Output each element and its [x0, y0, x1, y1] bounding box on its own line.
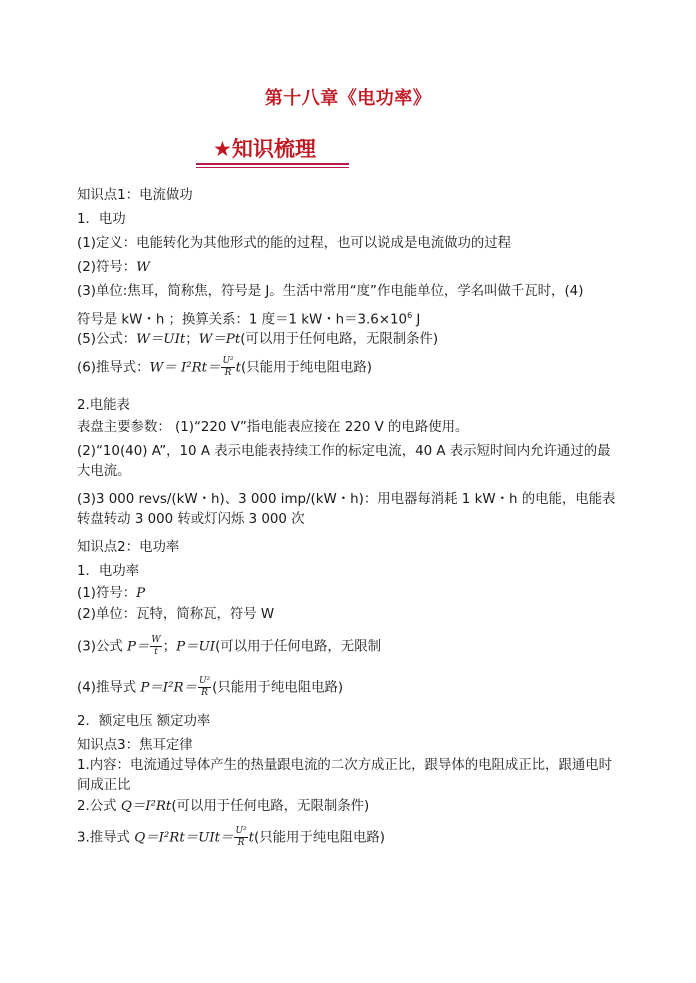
text: (可以用于任何电路，无限制条件) [171, 799, 370, 814]
section-heading: ★知识梳理 [213, 137, 316, 161]
fraction [198, 677, 211, 698]
conversion-line [77, 306, 420, 330]
formula: Q＝I²Rt＝UIt＝ [134, 830, 234, 846]
numerator: U² [235, 826, 247, 836]
meter-revs-line: (3)3 000 revs/(kW・h)、3 000 imp/(kW・h)：用电器每消耗 1 kW・h 的电能，电能表转盘转动 3 000 转或灯闪烁 3 000 次 [77, 492, 616, 527]
text: 3.推导式 [77, 830, 135, 846]
formula: W＝ I²Rt＝ [149, 360, 221, 376]
power-formula-line [77, 636, 381, 658]
formula: t [235, 360, 242, 376]
text: (4)推导式 [77, 680, 141, 696]
text: 2.公式 [77, 799, 121, 814]
unit-line: (3)单位:焦耳，简称焦，符号是 J。生活中常用“度”作电能单位，学名叫做千瓦时，(4) [77, 284, 584, 299]
text: (5)公式： [77, 332, 137, 347]
meter-current-line: (2)“10(40) A”，10 A 表示电能表持续工作的标定电流，40 A 表示短时间内允许通过的最大电流。 [77, 444, 611, 479]
text: 符号是 kW・h ；换算关系：1 度＝1 kW・h＝3.6×10 [77, 312, 408, 328]
joule-law-content: 1.内容：电流通过导体产生的热量跟电流的二次方成正比，跟导体的电阻成正比，跟通电时间成正比 [77, 758, 613, 793]
denominator: R [224, 368, 232, 378]
formula: P＝ [127, 639, 150, 655]
numerator: W [151, 635, 161, 645]
joule-formula-line [77, 797, 369, 817]
fraction [234, 827, 247, 848]
item-power: 1．电功率 [77, 564, 140, 579]
text: ； [162, 639, 177, 655]
numerator: U² [222, 356, 234, 366]
denominator: R [237, 838, 245, 848]
text: (可以用于任何电路，无限制 [215, 639, 381, 655]
text: ； [185, 332, 199, 347]
formula: Q＝I²Rt [120, 799, 172, 814]
denominator: t [154, 647, 158, 657]
fraction [221, 357, 234, 378]
meter-params-line: 表盘主要参数： (1)“220 V”指电能表应接在 220 V 的电路使用。 [77, 420, 469, 435]
text: (只能用于纯电阻电路) [254, 830, 386, 846]
text: (3)公式 [77, 639, 128, 655]
knowledge-point-3: 知识点3：焦耳定律 [77, 738, 193, 753]
power-symbol-line [77, 584, 145, 604]
knowledge-point-1: 知识点1：电流做功 [77, 188, 193, 203]
power-derived-line [77, 677, 343, 699]
denominator: R [201, 688, 208, 698]
formula-line [77, 330, 438, 350]
text: (可以用于任何电路，无限制条件) [240, 332, 439, 347]
text: (6)推导式： [77, 360, 150, 376]
formula: W＝UIt [136, 332, 186, 347]
formula: t [248, 830, 255, 846]
heading-underline [196, 163, 349, 165]
item-energy-meter: 2.电能表 [77, 398, 130, 413]
joule-derived-line [77, 827, 385, 849]
text: (只能用于纯电阻电路) [212, 680, 344, 696]
fraction [150, 636, 161, 657]
formula: W＝Pt [198, 332, 241, 347]
derived-formula-line [77, 357, 372, 379]
knowledge-point-2: 知识点2：电功率 [77, 540, 180, 555]
exponent: 6 [407, 311, 413, 320]
item-rated: 2．额定电压 额定功率 [77, 714, 211, 729]
numerator: U² [198, 676, 211, 686]
definition-line: (1)定义：电能转化为其他形式的能的过程，也可以说成是电流做功的过程 [77, 236, 512, 251]
heading-underline-thin [196, 167, 349, 168]
formula-symbol: P [136, 586, 146, 601]
chapter-title: 第十八章《电功率》 [264, 88, 432, 109]
text: (2)符号： [77, 260, 137, 275]
formula-symbol: W [136, 260, 150, 275]
item-electric-work: 1．电功 [77, 212, 126, 227]
power-unit-line: (2)单位：瓦特，简称瓦，符号 W [77, 607, 275, 622]
text: (只能用于纯电阻电路) [241, 360, 373, 376]
formula: P＝UI [176, 639, 216, 655]
text: (1)符号： [77, 586, 137, 601]
formula: P＝I²R＝ [140, 680, 197, 696]
text: J [412, 312, 421, 328]
symbol-line [77, 258, 150, 278]
